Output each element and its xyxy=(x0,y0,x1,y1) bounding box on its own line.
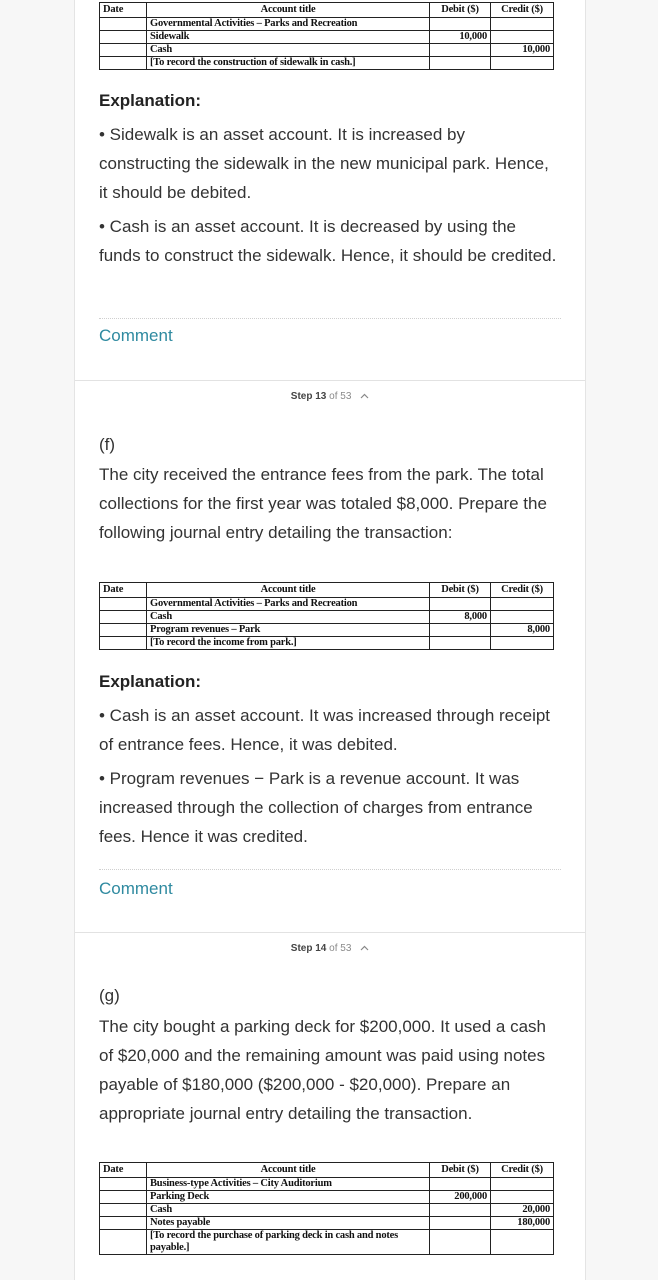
step-divider xyxy=(75,932,585,933)
explanation-bullet: • Cash is an asset account. It was increased through receipt of entrance fees. Hence, it was debited. xyxy=(99,706,551,754)
step-total: of 53 xyxy=(329,391,352,402)
solution-card xyxy=(74,0,586,1280)
credit-cell xyxy=(491,57,554,70)
table-row xyxy=(100,624,554,637)
credit-cell: 180,000 xyxy=(491,1217,554,1230)
credit-cell: 20,000 xyxy=(491,1204,554,1217)
credit-cell xyxy=(491,18,554,31)
col-account: Account title xyxy=(147,1163,430,1178)
account-cell: [To record the income from park.] xyxy=(147,637,430,650)
account-cell: Governmental Activities – Parks and Recreation xyxy=(147,598,430,611)
chevron-up-icon[interactable] xyxy=(360,943,369,954)
account-cell: Business-type Activities – City Auditorium xyxy=(147,1178,430,1191)
part-letter: (f) xyxy=(99,435,116,454)
table-row xyxy=(100,1191,554,1204)
table-row xyxy=(100,637,554,650)
journal-table-f xyxy=(99,582,554,650)
debit-cell xyxy=(430,598,491,611)
debit-cell xyxy=(430,1204,491,1217)
step-number: 13 xyxy=(315,391,327,402)
col-account: Account title xyxy=(147,583,430,598)
account-cell: Cash xyxy=(147,44,430,57)
credit-cell: 8,000 xyxy=(491,624,554,637)
table-row xyxy=(100,1204,554,1217)
divider xyxy=(99,318,561,319)
chevron-up-icon[interactable] xyxy=(360,391,369,402)
col-credit: Credit ($) xyxy=(491,583,554,598)
journal-table-e xyxy=(99,2,554,70)
table-header-row xyxy=(100,583,554,598)
explanation-heading: Explanation: xyxy=(99,91,202,110)
table-row xyxy=(100,611,554,624)
account-cell: Program revenues – Park xyxy=(147,624,430,637)
debit-cell xyxy=(430,1230,491,1255)
table-row xyxy=(100,31,554,44)
credit-cell xyxy=(491,611,554,624)
credit-cell: 10,000 xyxy=(491,44,554,57)
question-prompt: The city bought a parking deck for $200,000. It used a cash of $20,000 and the remaining amount was paid using notes payable of $180,000 ($200,000 - $20,000). Prepare an appropriate journal entry detailing the transaction. xyxy=(99,1017,547,1123)
table-row xyxy=(100,44,554,57)
comment-link[interactable]: Comment xyxy=(99,879,173,898)
step-total: of 53 xyxy=(329,943,352,954)
credit-cell xyxy=(491,1178,554,1191)
debit-cell xyxy=(430,44,491,57)
explanation-bullet: • Cash is an asset account. It is decreased by using the funds to construct the sidewalk. Hence, it should be credited. xyxy=(99,217,557,265)
col-date: Date xyxy=(100,583,147,598)
table-header-row xyxy=(100,3,554,18)
debit-cell: 8,000 xyxy=(430,611,491,624)
divider xyxy=(99,869,561,870)
col-debit: Debit ($) xyxy=(430,3,491,18)
account-cell: [To record the construction of sidewalk in cash.] xyxy=(147,57,430,70)
account-cell: [To record the purchase of parking deck in cash and notes payable.] xyxy=(147,1230,430,1255)
credit-cell xyxy=(491,1191,554,1204)
table-row xyxy=(100,57,554,70)
step-divider xyxy=(75,380,585,381)
step-14-toggle[interactable] xyxy=(75,943,585,954)
table-header-row xyxy=(100,1163,554,1178)
comment-link[interactable]: Comment xyxy=(99,326,173,345)
debit-cell xyxy=(430,1178,491,1191)
explanation-bullet: • Sidewalk is an asset account. It is increased by constructing the sidewalk in the new municipal park. Hence, it should be debited. xyxy=(99,125,549,202)
explanation-heading: Explanation: xyxy=(99,672,202,691)
debit-cell xyxy=(430,57,491,70)
debit-cell: 200,000 xyxy=(430,1191,491,1204)
account-cell: Cash xyxy=(147,1204,430,1217)
col-date: Date xyxy=(100,1163,147,1178)
journal-table-g xyxy=(99,1162,554,1255)
col-credit: Credit ($) xyxy=(491,1163,554,1178)
step-label: Step xyxy=(290,391,313,402)
debit-cell xyxy=(430,637,491,650)
col-credit: Credit ($) xyxy=(491,3,554,18)
account-cell: Notes payable xyxy=(147,1217,430,1230)
step-13-toggle[interactable] xyxy=(75,391,585,402)
col-debit: Debit ($) xyxy=(430,583,491,598)
part-letter: (g) xyxy=(99,986,120,1005)
table-row xyxy=(100,1178,554,1191)
table-row xyxy=(100,598,554,611)
credit-cell xyxy=(491,31,554,44)
table-row xyxy=(100,1217,554,1230)
debit-cell: 10,000 xyxy=(430,31,491,44)
explanation-bullet: • Program revenues − Park is a revenue account. It was increased through the collection of charges from entrance fees. Hence it was credited. xyxy=(99,769,533,846)
debit-cell xyxy=(430,1217,491,1230)
table-row xyxy=(100,18,554,31)
account-cell: Sidewalk xyxy=(147,31,430,44)
debit-cell xyxy=(430,18,491,31)
step-label: Step xyxy=(290,943,313,954)
debit-cell xyxy=(430,624,491,637)
question-prompt: The city received the entrance fees from the park. The total collections for the first year was totaled $8,000. Prepare the following journal entry detailing the transaction: xyxy=(99,465,547,542)
credit-cell xyxy=(491,598,554,611)
credit-cell xyxy=(491,1230,554,1255)
step-number: 14 xyxy=(315,943,327,954)
table-row xyxy=(100,1230,554,1255)
account-cell: Governmental Activities – Parks and Recreation xyxy=(147,18,430,31)
credit-cell xyxy=(491,637,554,650)
col-debit: Debit ($) xyxy=(430,1163,491,1178)
col-date: Date xyxy=(100,3,147,18)
col-account: Account title xyxy=(147,3,430,18)
account-cell: Parking Deck xyxy=(147,1191,430,1204)
account-cell: Cash xyxy=(147,611,430,624)
